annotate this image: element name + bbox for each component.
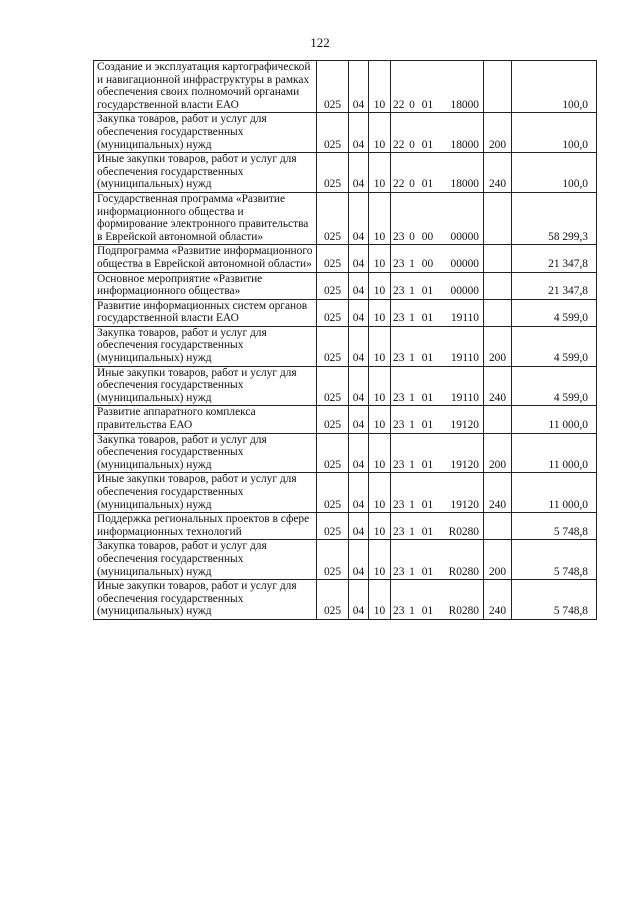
row-name: Иные закупки товаров, работ и услуг для обеспечения государственных (муниципальных) нужд [94,366,317,406]
table-row [94,366,597,406]
main-event-code: 00 [418,245,438,272]
direction-code: 19110 [438,366,484,406]
table-row [94,299,597,326]
program-code: 23 [391,299,407,326]
section-code: 04 [349,272,369,299]
program-code: 22 [391,113,407,153]
subprogram-code: 1 [407,513,418,540]
direction-code: 19120 [438,433,484,473]
section-code: 04 [349,299,369,326]
row-name: Иные закупки товаров, работ и услуг для обеспечения государственных (муниципальных) нужд [94,473,317,513]
expense-type-code: 200 [484,433,512,473]
subsection-code: 10 [369,272,391,299]
program-code: 23 [391,473,407,513]
subprogram-code: 1 [407,406,418,433]
section-code: 04 [349,113,369,153]
row-name: Создание и эксплуатация картографической и навигационной инфраструктуры в рамках обеспечения своих полномочий органами государственной власти ЕАО [94,61,317,113]
subsection-code: 10 [369,245,391,272]
subprogram-code: 1 [407,580,418,620]
subsection-code: 10 [369,580,391,620]
subprogram-code: 0 [407,61,418,113]
main-event-code: 00 [418,192,438,244]
main-event-code: 01 [418,272,438,299]
amount: 21 347,8 [512,272,597,299]
program-code: 23 [391,245,407,272]
expense-type-code: 240 [484,366,512,406]
admin-code: 025 [317,433,349,473]
row-name: Закупка товаров, работ и услуг для обеспечения государственных (муниципальных) нужд [94,113,317,153]
subsection-code: 10 [369,433,391,473]
table-row [94,433,597,473]
admin-code: 025 [317,580,349,620]
section-code: 04 [349,245,369,272]
main-event-code: 01 [418,473,438,513]
table-row [94,245,597,272]
program-code: 23 [391,192,407,244]
amount: 58 299,3 [512,192,597,244]
direction-code: 19110 [438,299,484,326]
program-code: 23 [391,433,407,473]
section-code: 04 [349,366,369,406]
program-code: 23 [391,326,407,366]
subsection-code: 10 [369,406,391,433]
expense-type-code [484,272,512,299]
subprogram-code: 1 [407,326,418,366]
expense-type-code: 200 [484,326,512,366]
amount: 100,0 [512,153,597,193]
row-name: Основное мероприятие «Развитие информационного общества» [94,272,317,299]
amount: 4 599,0 [512,366,597,406]
main-event-code: 01 [418,299,438,326]
program-code: 23 [391,406,407,433]
main-event-code: 01 [418,366,438,406]
direction-code: 18000 [438,113,484,153]
main-event-code: 01 [418,153,438,193]
main-event-code: 01 [418,433,438,473]
main-event-code: 01 [418,61,438,113]
admin-code: 025 [317,192,349,244]
section-code: 04 [349,406,369,433]
subprogram-code: 1 [407,245,418,272]
admin-code: 025 [317,406,349,433]
expense-type-code: 200 [484,540,512,580]
program-code: 23 [391,513,407,540]
subprogram-code: 1 [407,433,418,473]
direction-code: 00000 [438,192,484,244]
subsection-code: 10 [369,540,391,580]
admin-code: 025 [317,513,349,540]
direction-code: 18000 [438,61,484,113]
subsection-code: 10 [369,326,391,366]
program-code: 23 [391,272,407,299]
subsection-code: 10 [369,192,391,244]
row-name: Поддержка региональных проектов в сфере информационных технологий [94,513,317,540]
main-event-code: 01 [418,113,438,153]
subsection-code: 10 [369,113,391,153]
amount: 4 599,0 [512,299,597,326]
row-name: Иные закупки товаров, работ и услуг для обеспечения государственных (муниципальных) нужд [94,580,317,620]
direction-code: 00000 [438,272,484,299]
expense-type-code [484,192,512,244]
table-row [94,326,597,366]
main-event-code: 01 [418,580,438,620]
amount: 5 748,8 [512,513,597,540]
table-row [94,113,597,153]
amount: 11 000,0 [512,473,597,513]
admin-code: 025 [317,153,349,193]
amount: 11 000,0 [512,406,597,433]
amount: 5 748,8 [512,580,597,620]
admin-code: 025 [317,113,349,153]
row-name: Подпрограмма «Развитие информационного общества в Еврейской автономной области» [94,245,317,272]
expense-type-code [484,245,512,272]
direction-code: 00000 [438,245,484,272]
amount: 21 347,8 [512,245,597,272]
main-event-code: 01 [418,513,438,540]
subsection-code: 10 [369,299,391,326]
direction-code: 19120 [438,473,484,513]
budget-table [93,60,597,620]
direction-code: 19120 [438,406,484,433]
subsection-code: 10 [369,366,391,406]
expense-type-code: 240 [484,580,512,620]
subsection-code: 10 [369,61,391,113]
section-code: 04 [349,540,369,580]
row-name: Закупка товаров, работ и услуг для обеспечения государственных (муниципальных) нужд [94,326,317,366]
row-name: Государственная программа «Развитие информационного общества и формирование электронного правительства в Еврейской автономной области» [94,192,317,244]
table-row [94,61,597,113]
section-code: 04 [349,473,369,513]
table-row [94,272,597,299]
table-body [94,61,597,620]
admin-code: 025 [317,473,349,513]
subprogram-code: 1 [407,272,418,299]
direction-code: R0280 [438,580,484,620]
program-code: 23 [391,540,407,580]
row-name: Закупка товаров, работ и услуг для обеспечения государственных (муниципальных) нужд [94,540,317,580]
table-row [94,473,597,513]
admin-code: 025 [317,245,349,272]
row-name: Развитие аппаратного комплекса правительства ЕАО [94,406,317,433]
section-code: 04 [349,513,369,540]
subprogram-code: 0 [407,113,418,153]
subsection-code: 10 [369,153,391,193]
program-code: 23 [391,580,407,620]
page-number: 122 [310,35,330,50]
section-code: 04 [349,61,369,113]
admin-code: 025 [317,272,349,299]
main-event-code: 01 [418,406,438,433]
admin-code: 025 [317,366,349,406]
row-name: Закупка товаров, работ и услуг для обеспечения государственных (муниципальных) нужд [94,433,317,473]
program-code: 22 [391,153,407,193]
program-code: 22 [391,61,407,113]
table-row [94,513,597,540]
subprogram-code: 1 [407,366,418,406]
row-name: Иные закупки товаров, работ и услуг для обеспечения государственных (муниципальных) нужд [94,153,317,193]
table-row [94,153,597,193]
amount: 11 000,0 [512,433,597,473]
amount: 4 599,0 [512,326,597,366]
admin-code: 025 [317,326,349,366]
table-row [94,580,597,620]
expense-type-code [484,61,512,113]
expense-type-code [484,406,512,433]
main-event-code: 01 [418,326,438,366]
direction-code: R0280 [438,540,484,580]
main-event-code: 01 [418,540,438,580]
table-row [94,192,597,244]
expense-type-code: 200 [484,113,512,153]
admin-code: 025 [317,61,349,113]
table-row [94,540,597,580]
direction-code: R0280 [438,513,484,540]
expense-type-code: 240 [484,473,512,513]
expense-type-code [484,513,512,540]
subsection-code: 10 [369,473,391,513]
section-code: 04 [349,433,369,473]
subprogram-code: 0 [407,192,418,244]
section-code: 04 [349,326,369,366]
subprogram-code: 0 [407,153,418,193]
admin-code: 025 [317,299,349,326]
section-code: 04 [349,192,369,244]
direction-code: 19110 [438,326,484,366]
amount: 100,0 [512,113,597,153]
amount: 100,0 [512,61,597,113]
section-code: 04 [349,580,369,620]
table-row [94,406,597,433]
program-code: 23 [391,366,407,406]
row-name: Развитие информационных систем органов государственной власти ЕАО [94,299,317,326]
amount: 5 748,8 [512,540,597,580]
section-code: 04 [349,153,369,193]
subprogram-code: 1 [407,473,418,513]
expense-type-code: 240 [484,153,512,193]
subprogram-code: 1 [407,540,418,580]
subsection-code: 10 [369,513,391,540]
admin-code: 025 [317,540,349,580]
direction-code: 18000 [438,153,484,193]
subprogram-code: 1 [407,299,418,326]
expense-type-code [484,299,512,326]
